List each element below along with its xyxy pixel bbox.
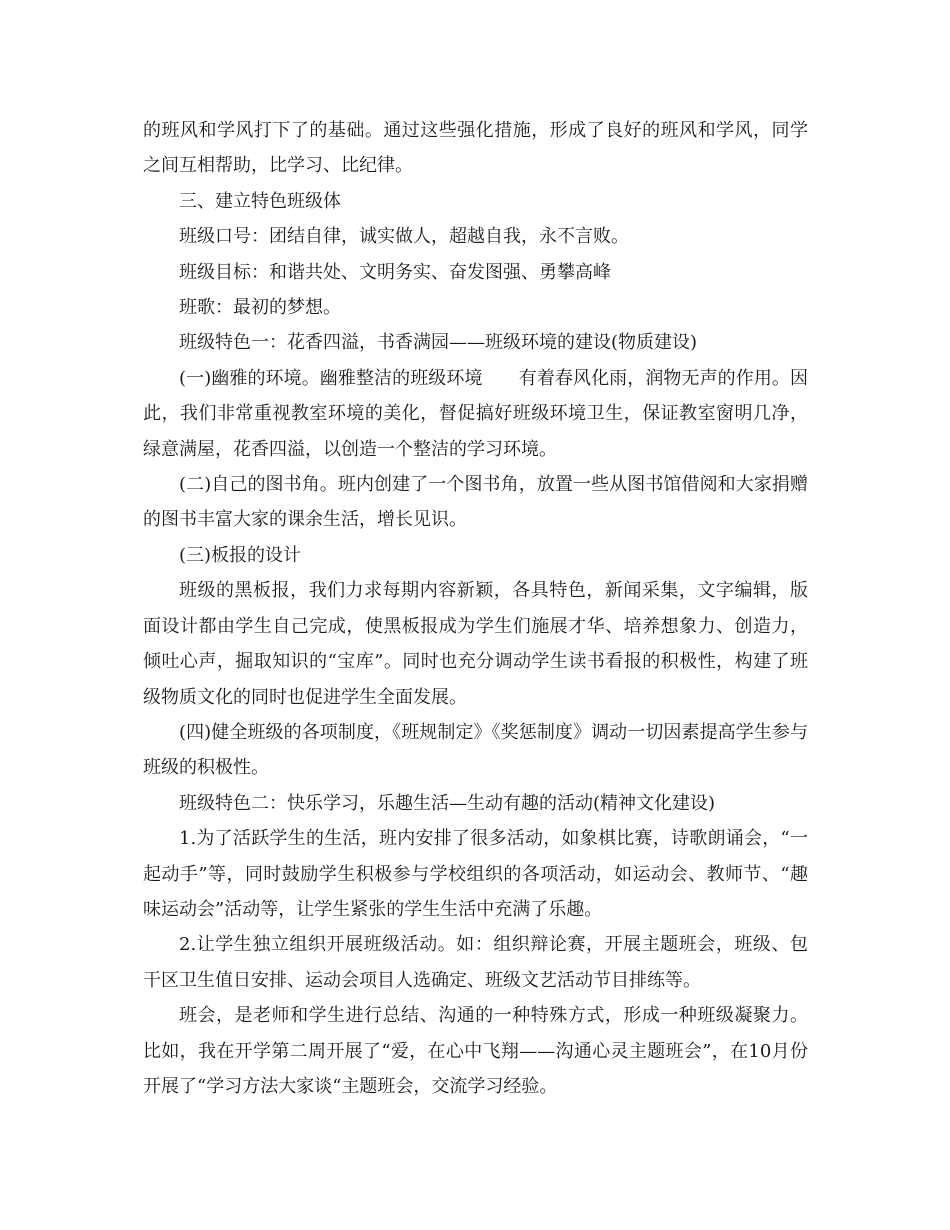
class-slogan: 班级口号：团结自律，诚实做人，超越自我，永不言败。	[179, 226, 629, 248]
paragraph-class-meeting: 班会，是老师和学生进行总结、沟通的一种特殊方式，形成一种班级凝聚力。比如，我在开学第二周开展了“爱，在心中飞翔——沟通心灵主题班会”，在10月份开展了“学习方法大家谈“主题班会，交流学习经验。	[143, 1005, 808, 1097]
class-song: 班歌：最初的梦想。	[179, 297, 341, 319]
paragraph-activities: 1.为了活跃学生的生活，班内安排了很多活动，如象棋比赛，诗歌朗诵会，“一起动手”等，同时鼓励学生积极参与学校组织的各项活动，如运动会、教师节、“趣味运动会”活动等，让学生紧张的学生生活中充满了乐趣。	[143, 828, 808, 920]
section-heading-special-class: 三、建立特色班级体	[179, 190, 341, 212]
paragraph-class-rules: (四)健全班级的各项制度，《班规制定》《奖惩制度》调动一切因素提高学生参与班级的积极性。	[143, 721, 808, 779]
class-feature-two: 班级特色二：快乐学习，乐趣生活—生动有趣的活动(精神文化建设)	[179, 792, 716, 814]
class-feature-one: 班级特色一：花香四溢，书香满园——班级环境的建设(物质建设)	[179, 332, 698, 354]
paragraph-continued: 的班风和学风打下了的基础。通过这些强化措施，形成了良好的班风和学风，同学之间互相帮助，比学习、比纪律。	[143, 120, 808, 177]
class-goal: 班级目标：和谐共处、文明务实、奋发图强、勇攀高峰	[179, 261, 611, 283]
document-body	[143, 113, 808, 1104]
paragraph-elegant-environment: (一)幽雅的环境。幽雅整洁的班级环境 有着春风化雨，润物无声的作用。因此，我们非常重视教室环境的美化，督促搞好班级环境卫生，保证教室窗明几净，绿意满屋，花香四溢，以创造一个整洁的学习环境。	[143, 367, 808, 460]
paragraph-blackboard: 班级的黑板报，我们力求每期内容新颖，各具特色，新闻采集，文字编辑，版面设计都由学生自己完成，使黑板报成为学生们施展才华、培养想象力、创造力，倾吐心声，掘取知识的“宝库”。同时也充分调动学生读书看报的积极性，构建了班级物质文化的同时也促进学生全面发展。	[143, 580, 808, 708]
paragraph-book-corner: (二)自己的图书角。班内创建了一个图书角，放置一些从图书馆借阅和大家捐赠的图书丰富大家的课余生活，增长见识。	[143, 474, 808, 531]
paragraph-board-design-heading: (三)板报的设计	[179, 544, 302, 566]
paragraph-self-organized: 2.让学生独立组织开展班级活动。如：组织辩论赛，开展主题班会，班级、包干区卫生值日安排、运动会项目人选确定、班级文艺活动节目排练等。	[143, 934, 808, 991]
